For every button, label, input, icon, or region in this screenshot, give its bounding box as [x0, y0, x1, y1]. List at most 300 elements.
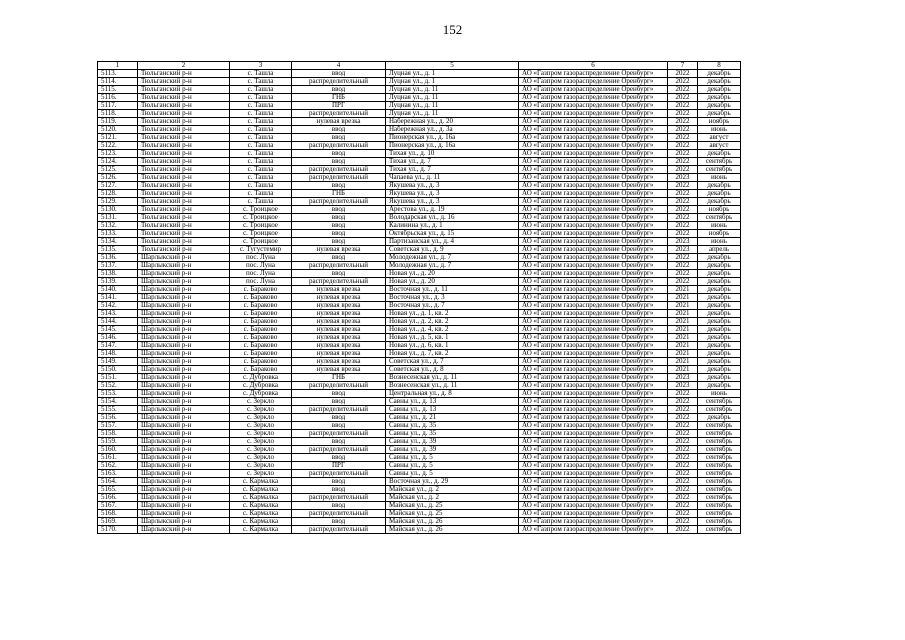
row-number: 5148.: [98, 350, 138, 358]
settlement-cell: с. Тугустемир: [230, 246, 292, 254]
work-type-cell: ввод: [292, 502, 386, 510]
row-number: 5162.: [98, 462, 138, 470]
row-number: 5165.: [98, 486, 138, 494]
settlement-cell: с. Кармалка: [230, 502, 292, 510]
district-cell: Шарлыкский р-н: [138, 270, 230, 278]
year-cell: 2022: [668, 158, 698, 166]
work-type-cell: ввод: [292, 238, 386, 246]
address-cell: Майская ул., д. 26: [386, 518, 519, 526]
column-number: 7: [668, 62, 698, 70]
district-cell: Шарлыкский р-н: [138, 526, 230, 534]
table-row: [98, 430, 741, 438]
gasification-table: [97, 61, 741, 534]
table-body: [98, 62, 741, 534]
work-type-cell: распределительный: [292, 110, 386, 118]
organization-cell: АО «Газпром газораспределение Оренбург»: [519, 438, 668, 446]
organization-cell: АО «Газпром газораспределение Оренбург»: [519, 470, 668, 478]
table-row: [98, 126, 741, 134]
year-cell: 2022: [668, 214, 698, 222]
organization-cell: АО «Газпром газораспределение Оренбург»: [519, 118, 668, 126]
district-cell: Тюльганский р-н: [138, 174, 230, 182]
district-cell: Шарлыкский р-н: [138, 518, 230, 526]
settlement-cell: с. Бараково: [230, 334, 292, 342]
year-cell: 2022: [668, 94, 698, 102]
district-cell: Шарлыкский р-н: [138, 350, 230, 358]
row-number: 5117.: [98, 102, 138, 110]
settlement-cell: пос. Луна: [230, 254, 292, 262]
table-row: [98, 294, 741, 302]
organization-cell: АО «Газпром газораспределение Оренбург»: [519, 382, 668, 390]
column-number: 8: [698, 62, 741, 70]
address-cell: Савны ул., д. 13: [386, 398, 519, 406]
address-cell: Восточная ул., д. 29: [386, 478, 519, 486]
year-cell: 2022: [668, 518, 698, 526]
organization-cell: АО «Газпром газораспределение Оренбург»: [519, 222, 668, 230]
month-cell: сентябрь: [698, 398, 741, 406]
year-cell: 2021: [668, 350, 698, 358]
address-cell: Савны ул., д. 5: [386, 462, 519, 470]
year-cell: 2022: [668, 166, 698, 174]
work-type-cell: ввод: [292, 486, 386, 494]
settlement-cell: с. Бараково: [230, 294, 292, 302]
organization-cell: АО «Газпром газораспределение Оренбург»: [519, 94, 668, 102]
year-cell: 2022: [668, 406, 698, 414]
table-row: [98, 350, 741, 358]
settlement-cell: с. Ташла: [230, 158, 292, 166]
organization-cell: АО «Газпром газораспределение Оренбург»: [519, 478, 668, 486]
row-number: 5169.: [98, 518, 138, 526]
organization-cell: АО «Газпром газораспределение Оренбург»: [519, 486, 668, 494]
table-row: [98, 398, 741, 406]
settlement-cell: с. Ташла: [230, 118, 292, 126]
row-number: 5141.: [98, 294, 138, 302]
organization-cell: АО «Газпром газораспределение Оренбург»: [519, 342, 668, 350]
row-number: 5120.: [98, 126, 138, 134]
year-cell: 2021: [668, 318, 698, 326]
settlement-cell: пос. Луна: [230, 262, 292, 270]
organization-cell: АО «Газпром газораспределение Оренбург»: [519, 350, 668, 358]
organization-cell: АО «Газпром газораспределение Оренбург»: [519, 142, 668, 150]
work-type-cell: нулевая врезка: [292, 342, 386, 350]
year-cell: 2021: [668, 342, 698, 350]
row-number: 5163.: [98, 470, 138, 478]
organization-cell: АО «Газпром газораспределение Оренбург»: [519, 358, 668, 366]
row-number: 5167.: [98, 502, 138, 510]
row-number: 5159.: [98, 438, 138, 446]
month-cell: сентябрь: [698, 166, 741, 174]
month-cell: декабрь: [698, 294, 741, 302]
year-cell: 2022: [668, 470, 698, 478]
address-cell: Новая ул., д. 7, кв. 2: [386, 350, 519, 358]
settlement-cell: с. Ташла: [230, 86, 292, 94]
month-cell: декабрь: [698, 110, 741, 118]
row-number: 5158.: [98, 430, 138, 438]
row-number: 5150.: [98, 366, 138, 374]
year-cell: 2022: [668, 278, 698, 286]
district-cell: Тюльганский р-н: [138, 142, 230, 150]
organization-cell: АО «Газпром газораспределение Оренбург»: [519, 246, 668, 254]
row-number: 5133.: [98, 230, 138, 238]
district-cell: Шарлыкский р-н: [138, 326, 230, 334]
organization-cell: АО «Газпром газораспределение Оренбург»: [519, 374, 668, 382]
work-type-cell: распределительный: [292, 494, 386, 502]
work-type-cell: распределительный: [292, 382, 386, 390]
address-cell: Тихая ул., д. 7: [386, 166, 519, 174]
organization-cell: АО «Газпром газораспределение Оренбург»: [519, 230, 668, 238]
district-cell: Шарлыкский р-н: [138, 254, 230, 262]
month-cell: декабрь: [698, 150, 741, 158]
table-row: [98, 198, 741, 206]
organization-cell: АО «Газпром газораспределение Оренбург»: [519, 446, 668, 454]
work-type-cell: ввод: [292, 126, 386, 134]
work-type-cell: распределительный: [292, 470, 386, 478]
table-row: [98, 318, 741, 326]
work-type-cell: ввод: [292, 222, 386, 230]
table-row: [98, 502, 741, 510]
year-cell: 2022: [668, 126, 698, 134]
work-type-cell: нулевая врезка: [292, 246, 386, 254]
organization-cell: АО «Газпром газораспределение Оренбург»: [519, 518, 668, 526]
month-cell: август: [698, 134, 741, 142]
month-cell: декабрь: [698, 350, 741, 358]
address-cell: Майская ул., д. 26: [386, 526, 519, 534]
month-cell: сентябрь: [698, 502, 741, 510]
address-cell: Майская ул., д. 2: [386, 494, 519, 502]
work-type-cell: ввод: [292, 438, 386, 446]
work-type-cell: ввод: [292, 422, 386, 430]
row-number: 5143.: [98, 310, 138, 318]
settlement-cell: с. Зеркло: [230, 406, 292, 414]
address-cell: Набережная ул., д. 20: [386, 118, 519, 126]
district-cell: Шарлыкский р-н: [138, 502, 230, 510]
work-type-cell: ввод: [292, 86, 386, 94]
address-cell: Луцная ул., д. 11: [386, 102, 519, 110]
district-cell: Шарлыкский р-н: [138, 398, 230, 406]
district-cell: Шарлыкский р-н: [138, 278, 230, 286]
row-number: 5118.: [98, 110, 138, 118]
table-row: [98, 78, 741, 86]
column-number: 4: [292, 62, 386, 70]
work-type-cell: распределительный: [292, 430, 386, 438]
row-number: 5122.: [98, 142, 138, 150]
settlement-cell: с. Зеркло: [230, 446, 292, 454]
year-cell: 2022: [668, 494, 698, 502]
year-cell: 2021: [668, 310, 698, 318]
address-cell: Пионерская ул., д. 16а: [386, 134, 519, 142]
district-cell: Тюльганский р-н: [138, 118, 230, 126]
organization-cell: АО «Газпром газораспределение Оренбург»: [519, 318, 668, 326]
month-cell: декабрь: [698, 366, 741, 374]
month-cell: ноябрь: [698, 230, 741, 238]
month-cell: декабрь: [698, 286, 741, 294]
district-cell: Шарлыкский р-н: [138, 486, 230, 494]
work-type-cell: нулевая врезка: [292, 350, 386, 358]
year-cell: 2022: [668, 254, 698, 262]
row-number: 5156.: [98, 414, 138, 422]
year-cell: 2022: [668, 422, 698, 430]
district-cell: Тюльганский р-н: [138, 86, 230, 94]
settlement-cell: с. Кармалка: [230, 510, 292, 518]
year-cell: 2023: [668, 238, 698, 246]
year-cell: 2022: [668, 110, 698, 118]
address-cell: Луцная ул., д. 1: [386, 78, 519, 86]
work-type-cell: ввод: [292, 390, 386, 398]
settlement-cell: с. Ташла: [230, 102, 292, 110]
district-cell: Шарлыкский р-н: [138, 374, 230, 382]
settlement-cell: с. Зеркло: [230, 454, 292, 462]
district-cell: Тюльганский р-н: [138, 214, 230, 222]
district-cell: Тюльганский р-н: [138, 158, 230, 166]
district-cell: Тюльганский р-н: [138, 94, 230, 102]
month-cell: июнь: [698, 126, 741, 134]
row-number: 5114.: [98, 78, 138, 86]
work-type-cell: ввод: [292, 270, 386, 278]
table-row: [98, 278, 741, 286]
district-cell: Шарлыкский р-н: [138, 302, 230, 310]
table-row: [98, 262, 741, 270]
row-number: 5137.: [98, 262, 138, 270]
organization-cell: АО «Газпром газораспределение Оренбург»: [519, 198, 668, 206]
work-type-cell: ГНБ: [292, 374, 386, 382]
settlement-cell: с. Зеркло: [230, 470, 292, 478]
work-type-cell: ввод: [292, 518, 386, 526]
organization-cell: АО «Газпром газораспределение Оренбург»: [519, 110, 668, 118]
month-cell: сентябрь: [698, 430, 741, 438]
table-row: [98, 206, 741, 214]
district-cell: Тюльганский р-н: [138, 206, 230, 214]
settlement-cell: с. Зеркло: [230, 414, 292, 422]
settlement-cell: с. Бараково: [230, 326, 292, 334]
organization-cell: АО «Газпром газораспределение Оренбург»: [519, 526, 668, 534]
work-type-cell: распределительный: [292, 198, 386, 206]
address-cell: Тихая ул., д. 7: [386, 158, 519, 166]
district-cell: Тюльганский р-н: [138, 198, 230, 206]
year-cell: 2023: [668, 374, 698, 382]
organization-cell: АО «Газпром газораспределение Оренбург»: [519, 286, 668, 294]
month-cell: июнь: [698, 238, 741, 246]
month-cell: сентябрь: [698, 214, 741, 222]
work-type-cell: нулевая врезка: [292, 358, 386, 366]
district-cell: Шарлыкский р-н: [138, 478, 230, 486]
organization-cell: АО «Газпром газораспределение Оренбург»: [519, 510, 668, 518]
table-row: [98, 438, 741, 446]
settlement-cell: с. Кармалка: [230, 494, 292, 502]
year-cell: 2022: [668, 446, 698, 454]
month-cell: сентябрь: [698, 486, 741, 494]
table-row: [98, 406, 741, 414]
table-row: [98, 166, 741, 174]
settlement-cell: с. Ташла: [230, 150, 292, 158]
table-row: [98, 326, 741, 334]
settlement-cell: с. Ташла: [230, 126, 292, 134]
address-cell: Арестова ул., д. 19: [386, 206, 519, 214]
address-cell: Майская ул., д. 25: [386, 510, 519, 518]
district-cell: Тюльганский р-н: [138, 238, 230, 246]
organization-cell: АО «Газпром газораспределение Оренбург»: [519, 214, 668, 222]
row-number: 5145.: [98, 326, 138, 334]
work-type-cell: нулевая врезка: [292, 118, 386, 126]
settlement-cell: с. Бараково: [230, 318, 292, 326]
table-row: [98, 182, 741, 190]
year-cell: 2022: [668, 198, 698, 206]
year-cell: 2022: [668, 270, 698, 278]
work-type-cell: распределительный: [292, 78, 386, 86]
year-cell: 2022: [668, 262, 698, 270]
settlement-cell: пос. Луна: [230, 270, 292, 278]
address-cell: Восточная ул., д. 11: [386, 286, 519, 294]
organization-cell: АО «Газпром газораспределение Оренбург»: [519, 190, 668, 198]
work-type-cell: нулевая врезка: [292, 286, 386, 294]
settlement-cell: с. Зеркло: [230, 462, 292, 470]
row-number: 5124.: [98, 158, 138, 166]
year-cell: 2022: [668, 70, 698, 78]
organization-cell: АО «Газпром газораспределение Оренбург»: [519, 262, 668, 270]
work-type-cell: ввод: [292, 158, 386, 166]
organization-cell: АО «Газпром газораспределение Оренбург»: [519, 334, 668, 342]
district-cell: Шарлыкский р-н: [138, 358, 230, 366]
address-cell: Якушева ул., д. 3: [386, 198, 519, 206]
column-number-row: [98, 62, 741, 70]
year-cell: 2023: [668, 382, 698, 390]
settlement-cell: с. Ташла: [230, 182, 292, 190]
year-cell: 2022: [668, 78, 698, 86]
column-number: 6: [519, 62, 668, 70]
work-type-cell: распределительный: [292, 174, 386, 182]
district-cell: Шарлыкский р-н: [138, 334, 230, 342]
work-type-cell: распределительный: [292, 166, 386, 174]
settlement-cell: с. Бараково: [230, 358, 292, 366]
work-type-cell: ГНБ: [292, 94, 386, 102]
column-number: 1: [98, 62, 138, 70]
organization-cell: АО «Газпром газораспределение Оренбург»: [519, 406, 668, 414]
address-cell: Партизанская ул., д. 4: [386, 238, 519, 246]
year-cell: 2021: [668, 334, 698, 342]
table-row: [98, 446, 741, 454]
address-cell: Луцная ул., д. 11: [386, 110, 519, 118]
address-cell: Якушева ул., д. 3: [386, 190, 519, 198]
organization-cell: АО «Газпром газораспределение Оренбург»: [519, 238, 668, 246]
work-type-cell: ввод: [292, 70, 386, 78]
table-row: [98, 382, 741, 390]
district-cell: Тюльганский р-н: [138, 110, 230, 118]
organization-cell: АО «Газпром газораспределение Оренбург»: [519, 366, 668, 374]
work-type-cell: ПРГ: [292, 102, 386, 110]
year-cell: 2022: [668, 398, 698, 406]
settlement-cell: с. Троицкое: [230, 222, 292, 230]
month-cell: сентябрь: [698, 494, 741, 502]
address-cell: Восточная ул., д. 7: [386, 302, 519, 310]
month-cell: декабрь: [698, 198, 741, 206]
row-number: 5119.: [98, 118, 138, 126]
year-cell: 2022: [668, 190, 698, 198]
organization-cell: АО «Газпром газораспределение Оренбург»: [519, 166, 668, 174]
year-cell: 2022: [668, 206, 698, 214]
month-cell: декабрь: [698, 382, 741, 390]
work-type-cell: распределительный: [292, 510, 386, 518]
organization-cell: АО «Газпром газораспределение Оренбург»: [519, 294, 668, 302]
table-row: [98, 518, 741, 526]
table-row: [98, 478, 741, 486]
district-cell: Тюльганский р-н: [138, 230, 230, 238]
work-type-cell: нулевая врезка: [292, 294, 386, 302]
month-cell: ноябрь: [698, 206, 741, 214]
row-number: 5154.: [98, 398, 138, 406]
month-cell: сентябрь: [698, 478, 741, 486]
row-number: 5123.: [98, 150, 138, 158]
year-cell: 2022: [668, 230, 698, 238]
month-cell: декабрь: [698, 102, 741, 110]
address-cell: Новая ул., д. 2, кв. 2: [386, 318, 519, 326]
address-cell: Майская ул., д. 2: [386, 486, 519, 494]
organization-cell: АО «Газпром газораспределение Оренбург»: [519, 430, 668, 438]
year-cell: 2022: [668, 150, 698, 158]
month-cell: июнь: [698, 174, 741, 182]
address-cell: Савны ул., д. 13: [386, 406, 519, 414]
settlement-cell: с. Зеркло: [230, 438, 292, 446]
table-row: [98, 230, 741, 238]
year-cell: 2021: [668, 302, 698, 310]
row-number: 5132.: [98, 222, 138, 230]
organization-cell: АО «Газпром газораспределение Оренбург»: [519, 70, 668, 78]
month-cell: июнь: [698, 390, 741, 398]
row-number: 5126.: [98, 174, 138, 182]
organization-cell: АО «Газпром газораспределение Оренбург»: [519, 310, 668, 318]
district-cell: Тюльганский р-н: [138, 126, 230, 134]
month-cell: сентябрь: [698, 526, 741, 534]
table-row: [98, 270, 741, 278]
address-cell: Савны ул., д. 39: [386, 438, 519, 446]
organization-cell: АО «Газпром газораспределение Оренбург»: [519, 462, 668, 470]
year-cell: 2023: [668, 174, 698, 182]
organization-cell: АО «Газпром газораспределение Оренбург»: [519, 102, 668, 110]
work-type-cell: ввод: [292, 414, 386, 422]
organization-cell: АО «Газпром газораспределение Оренбург»: [519, 502, 668, 510]
address-cell: Луцная ул., д. 11: [386, 86, 519, 94]
organization-cell: АО «Газпром газораспределение Оренбург»: [519, 398, 668, 406]
address-cell: Советская ул., д. 7: [386, 358, 519, 366]
row-number: 5121.: [98, 134, 138, 142]
month-cell: сентябрь: [698, 454, 741, 462]
table-row: [98, 222, 741, 230]
work-type-cell: ГНБ: [292, 190, 386, 198]
year-cell: 2022: [668, 118, 698, 126]
work-type-cell: ввод: [292, 214, 386, 222]
organization-cell: АО «Газпром газораспределение Оренбург»: [519, 414, 668, 422]
year-cell: 2021: [668, 294, 698, 302]
row-number: 5146.: [98, 334, 138, 342]
work-type-cell: распределительный: [292, 278, 386, 286]
district-cell: Тюльганский р-н: [138, 78, 230, 86]
table-row: [98, 422, 741, 430]
address-cell: Восточная ул., д. 3: [386, 294, 519, 302]
district-cell: Тюльганский р-н: [138, 190, 230, 198]
year-cell: 2021: [668, 326, 698, 334]
settlement-cell: с. Бараково: [230, 350, 292, 358]
organization-cell: АО «Газпром газораспределение Оренбург»: [519, 270, 668, 278]
settlement-cell: с. Ташла: [230, 198, 292, 206]
address-cell: Калинина ул., д. 1: [386, 222, 519, 230]
month-cell: сентябрь: [698, 518, 741, 526]
work-type-cell: нулевая врезка: [292, 310, 386, 318]
page-number: 152: [442, 22, 463, 37]
month-cell: сентябрь: [698, 462, 741, 470]
address-cell: Новая ул., д. 1, кв. 2: [386, 310, 519, 318]
year-cell: 2022: [668, 86, 698, 94]
row-number: 5144.: [98, 318, 138, 326]
year-cell: 2022: [668, 510, 698, 518]
settlement-cell: с. Дубровка: [230, 374, 292, 382]
organization-cell: АО «Газпром газораспределение Оренбург»: [519, 150, 668, 158]
